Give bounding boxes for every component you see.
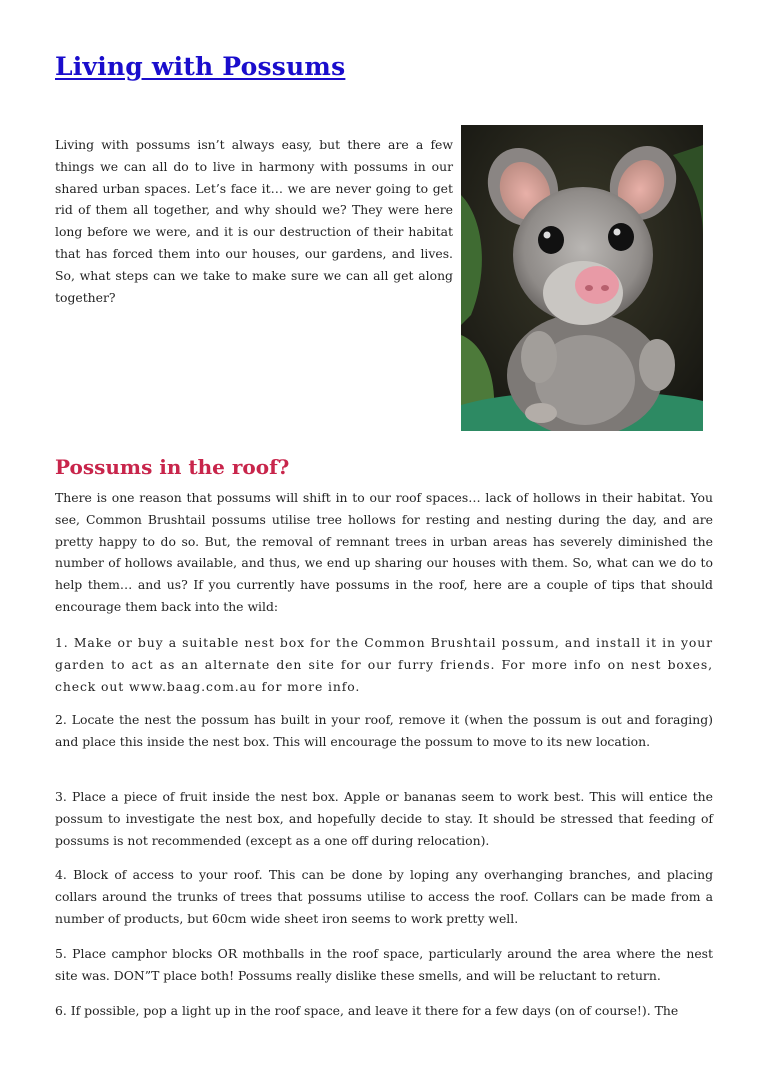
section-paragraph: There is one reason that possums will shift in to our roof spaces… lack of hollows in their habitat. You see, Common Brushtail possums utilise tree hollows for resting and nesting during the day, and are pretty happy to do so. But, the removal of remnant trees in urban areas has severely diminished the number of hollows available, and thus, we end up sharing our houses with them. So, what can we do to help them… and us? If you currently have possums in the roof, here are a couple of tips that should encourage them back into the wild: bbox=[55, 490, 713, 614]
section-heading: Possums in the roof? bbox=[55, 455, 290, 479]
page-title[interactable]: Living with Possums bbox=[55, 52, 346, 81]
tip-1: 1. Make or buy a suitable nest box for the Common Brushtail possum, and install it in your garden to act as an alternate den site for our furry friends. For more info on nest boxes, check out www.baag.com.au for more info. bbox=[55, 635, 713, 694]
tip-6: 6. If possible, pop a light up in the roof space, and leave it there for a few days (on of course!). The bbox=[55, 1003, 679, 1018]
possum-photo bbox=[461, 125, 703, 431]
tip-4: 4. Block of access to your roof. This can be done by loping any overhanging branches, and placing collars around the trunks of trees that possums utilise to access the roof. Collars can be made from a number of products, but 60cm wide sheet iron seems to work pretty well. bbox=[55, 867, 713, 926]
tip-2: 2. Locate the nest the possum has built in your roof, remove it (when the possum is out and foraging) and place this inside the nest box. This will encourage the possum to move to its new location. bbox=[55, 712, 713, 749]
intro-paragraph: Living with possums isn’t always easy, but there are a few things we can all do to live in harmony with possums in our shared urban spaces. Let’s face it… we are never going to get rid of them all together, and why should we? They were here long before we were, and it is our destruction of their habitat that has forced them into our houses, our gardens, and lives. So, what steps can we take to make sure we can all get along together? bbox=[55, 137, 453, 305]
tip-5: 5. Place camphor blocks OR mothballs in the roof space, particularly around the area where the nest site was. DON”T place both! Possums really dislike these smells, and will be reluctant to return. bbox=[55, 946, 713, 983]
tip-3: 3. Place a piece of fruit inside the nest box. Apple or bananas seem to work best. This will entice the possum to investigate the nest box, and hopefully decide to stay. It should be stressed that feeding of possums is not recommended (except as a one off during relocation). bbox=[55, 789, 713, 848]
